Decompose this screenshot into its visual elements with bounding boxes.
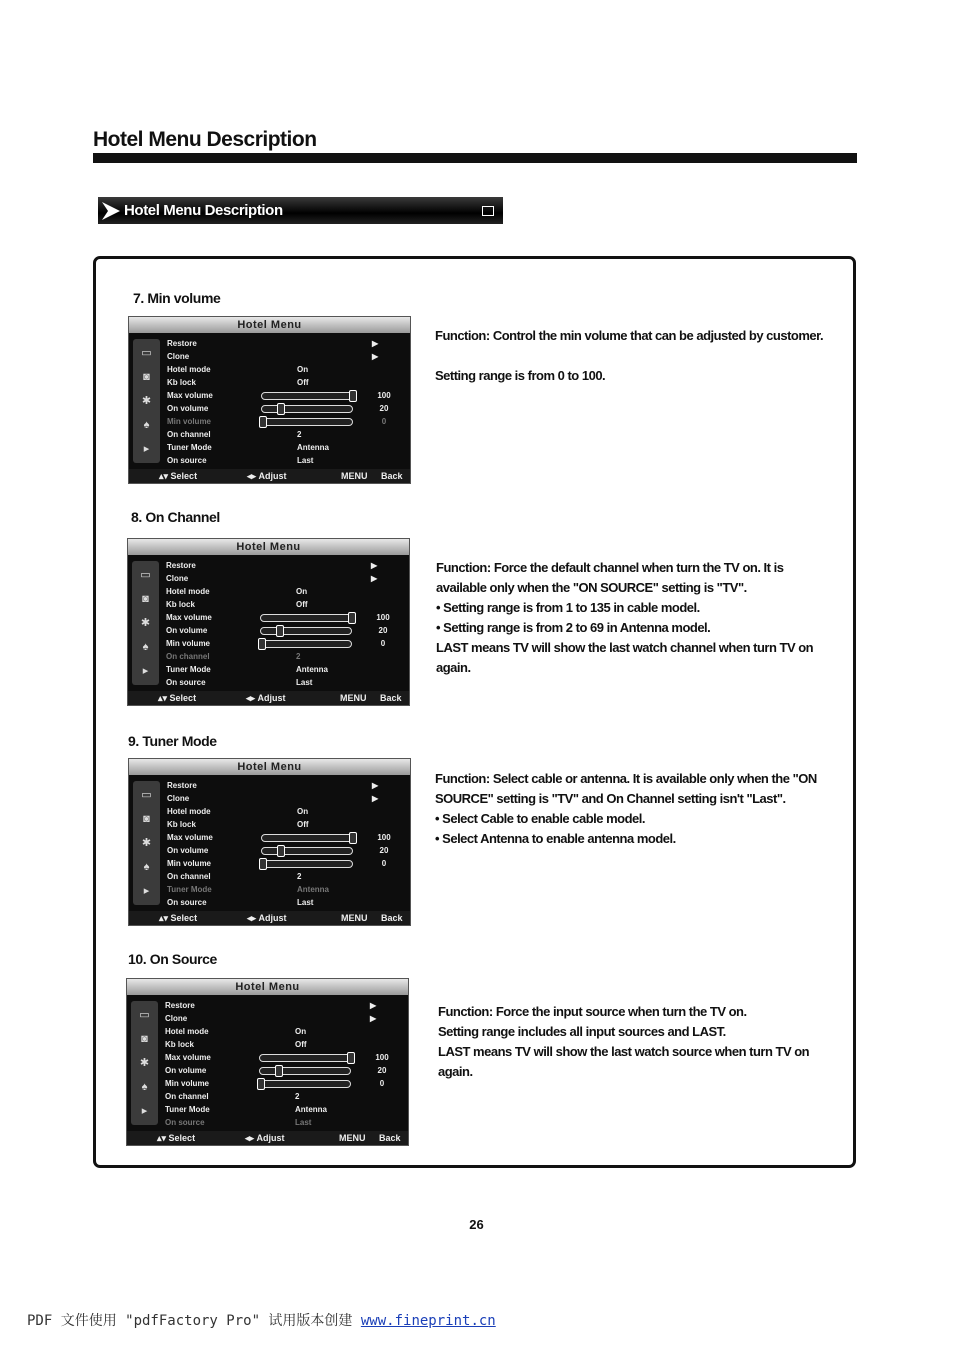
osd-row-label: On volume: [165, 1066, 207, 1075]
osd-row-label: Kb lock: [165, 1040, 194, 1049]
osd-row-value: Last: [295, 1118, 312, 1127]
hotel-menu-screenshot: [127, 538, 410, 706]
osd-row-label: Clone: [166, 574, 189, 583]
osd-row-label: Hotel mode: [167, 365, 211, 374]
osd-row-label: Max volume: [167, 833, 213, 842]
osd-row: [167, 350, 407, 363]
osd-row: [166, 650, 406, 663]
osd-row-number: 100: [375, 1053, 389, 1062]
osd-row-label: Tuner Mode: [167, 885, 212, 894]
item-description: [436, 558, 831, 678]
osd-row-value: Antenna: [295, 1105, 327, 1114]
osd-row: [165, 1064, 405, 1077]
osd-row: [167, 857, 407, 870]
osd-row: [165, 1012, 405, 1025]
tv-icon: ▭: [141, 347, 152, 359]
osd-row-number: 0: [380, 639, 386, 648]
osd-row-value: Last: [297, 898, 314, 907]
adjust-hint: ◂▸ Adjust: [247, 913, 287, 923]
osd-row-label: Max volume: [167, 391, 213, 400]
osd-row-label: Tuner Mode: [166, 665, 211, 674]
osd-footer: [128, 691, 409, 705]
osd-row-label: Kb lock: [166, 600, 195, 609]
osd-sidebar: [133, 339, 160, 463]
description-line: LAST means TV will show the last watch channel when turn TV on again.: [436, 640, 814, 675]
osd-row-label: Hotel mode: [167, 807, 211, 816]
osd-row: [166, 572, 406, 585]
arrow-right-icon: ▶: [370, 1001, 377, 1010]
tv-icon: ▭: [139, 1009, 150, 1021]
source-icon: ▸: [143, 885, 150, 897]
osd-row-label: Hotel mode: [165, 1027, 209, 1036]
arrow-right-icon: ▶: [371, 561, 378, 570]
osd-title: Hotel Menu: [129, 759, 410, 775]
osd-row-label: Max volume: [166, 613, 212, 622]
osd-row: [166, 611, 406, 624]
pdf-footer: [27, 1310, 496, 1330]
item-description: [435, 769, 830, 849]
arrow-right-icon: ▶: [372, 794, 379, 803]
osd-row-number: 0: [379, 1079, 385, 1088]
select-hint: ▴▾ Select: [159, 913, 198, 923]
osd-row-number: 100: [377, 391, 391, 400]
volume-slider: [259, 1067, 351, 1075]
select-hint: ▴▾ Select: [159, 471, 198, 481]
osd-row: [167, 831, 407, 844]
osd-row-label: Hotel mode: [166, 587, 210, 596]
source-icon: ▸: [142, 665, 149, 677]
osd-row: [165, 1025, 405, 1038]
osd-row: [165, 1090, 405, 1103]
settings-icon: ✱: [140, 617, 151, 629]
osd-row-number: 0: [381, 417, 387, 426]
description-line: Function: Select cable or antenna. It is available only when the "ON SOURCE" setting is "TV" and On Channel setting isn't "Last".: [435, 771, 817, 806]
osd-row-label: Min volume: [165, 1079, 210, 1088]
osd-row-value: Antenna: [297, 885, 329, 894]
description-line: • Setting range is from 1 to 135 in cable model.: [436, 600, 700, 615]
volume-slider: [261, 834, 353, 842]
lock-icon: ♠: [141, 1081, 148, 1093]
page-title: Hotel Menu Description: [93, 128, 317, 151]
section-banner: [98, 197, 503, 224]
item-title: 8. On Channel: [131, 509, 220, 525]
osd-row: [167, 441, 407, 454]
osd-row-number: 20: [379, 404, 389, 413]
osd-sidebar: [132, 561, 159, 685]
description-line: Setting range includes all input sources and LAST.: [438, 1024, 726, 1039]
osd-title: Hotel Menu: [129, 317, 410, 333]
osd-row-label: Min volume: [167, 417, 212, 426]
osd-row-label: On channel: [165, 1092, 209, 1101]
osd-row: [167, 337, 407, 350]
osd-row-value: 2: [295, 1092, 300, 1101]
osd-row-label: Clone: [167, 352, 190, 361]
osd-row-label: Restore: [167, 339, 197, 348]
settings-icon: ✱: [141, 837, 152, 849]
menu-hint: MENU: [339, 1133, 366, 1143]
osd-row: [167, 454, 407, 467]
source-icon: ▸: [141, 1105, 148, 1117]
osd-row: [167, 870, 407, 883]
footer-text: PDF 文件使用 "pdfFactory Pro" 试用版本创建: [27, 1313, 353, 1329]
osd-title: Hotel Menu: [128, 539, 409, 555]
osd-row-value: On: [297, 807, 309, 816]
picture-icon: ◙: [142, 593, 149, 605]
osd-footer: [127, 1131, 408, 1145]
tv-icon: ▭: [141, 789, 152, 801]
square-icon: [482, 206, 494, 216]
osd-row: [166, 663, 406, 676]
osd-row-label: On source: [165, 1118, 205, 1127]
description-line: LAST means TV will show the last watch source when turn TV on again.: [438, 1044, 810, 1079]
item-title: 9. Tuner Mode: [128, 733, 217, 749]
settings-icon: ✱: [139, 1057, 150, 1069]
osd-row: [167, 805, 407, 818]
osd-row: [165, 1077, 405, 1090]
osd-row-number: 20: [377, 1066, 387, 1075]
osd-row-value: Off: [295, 1040, 307, 1049]
osd-row: [165, 1103, 405, 1116]
osd-row-label: Min volume: [167, 859, 212, 868]
osd-row-label: On volume: [167, 846, 209, 855]
hotel-menu-screenshot: [126, 978, 409, 1146]
osd-sidebar: [131, 1001, 158, 1125]
description-line: • Setting range is from 2 to 69 in Antenna model.: [436, 620, 711, 635]
osd-row-label: On source: [166, 678, 206, 687]
picture-icon: ◙: [141, 1033, 148, 1045]
osd-row: [166, 585, 406, 598]
osd-row-label: Tuner Mode: [165, 1105, 210, 1114]
picture-icon: ◙: [143, 813, 150, 825]
osd-title: Hotel Menu: [127, 979, 408, 995]
osd-row-label: Kb lock: [167, 820, 196, 829]
osd-row-value: Antenna: [296, 665, 328, 674]
arrow-right-icon: ▶: [370, 1014, 377, 1023]
osd-row-label: On source: [167, 456, 207, 465]
back-hint: Back: [380, 693, 402, 703]
osd-row-label: On channel: [167, 430, 211, 439]
volume-slider: [260, 614, 352, 622]
volume-slider: [260, 640, 352, 648]
description-line: Function: Control the min volume that can be adjusted by customer.: [435, 328, 824, 343]
osd-row-label: On volume: [167, 404, 209, 413]
back-hint: Back: [381, 913, 403, 923]
page-number: 26: [469, 1217, 484, 1232]
source-icon: ▸: [143, 443, 150, 455]
osd-row: [167, 883, 407, 896]
osd-row: [167, 792, 407, 805]
volume-slider: [261, 860, 353, 868]
settings-icon: ✱: [141, 395, 152, 407]
osd-row: [166, 598, 406, 611]
banner-label: Hotel Menu Description: [124, 202, 283, 219]
description-line: Setting range is from 0 to 100.: [435, 368, 606, 383]
volume-slider: [261, 418, 353, 426]
osd-row-label: Clone: [165, 1014, 188, 1023]
lock-icon: ♠: [142, 641, 149, 653]
osd-row-label: Restore: [167, 781, 197, 790]
back-hint: Back: [379, 1133, 401, 1143]
osd-row: [167, 415, 407, 428]
osd-sidebar: [133, 781, 160, 905]
volume-slider: [261, 847, 353, 855]
description-line: [435, 346, 830, 366]
osd-row: [165, 1116, 405, 1129]
osd-row-label: On source: [167, 898, 207, 907]
item-description: [438, 1002, 833, 1082]
osd-footer: [129, 469, 410, 483]
osd-row: [167, 779, 407, 792]
osd-row: [167, 896, 407, 909]
hotel-menu-screenshot: [128, 758, 411, 926]
osd-row: [165, 1051, 405, 1064]
item-title: 10. On Source: [128, 951, 217, 967]
arrow-right-icon: ▶: [372, 339, 379, 348]
osd-row-label: Min volume: [166, 639, 211, 648]
osd-row: [165, 999, 405, 1012]
menu-hint: MENU: [341, 913, 368, 923]
select-hint: ▴▾ Select: [157, 1133, 196, 1143]
description-line: • Select Cable to enable cable model.: [435, 811, 646, 826]
arrow-right-icon: ▶: [371, 574, 378, 583]
osd-row: [167, 376, 407, 389]
tv-icon: ▭: [140, 569, 151, 581]
osd-row-label: Tuner Mode: [167, 443, 212, 452]
osd-row-number: 100: [377, 833, 391, 842]
osd-row-label: Kb lock: [167, 378, 196, 387]
adjust-hint: ◂▸ Adjust: [245, 1133, 285, 1143]
adjust-hint: ◂▸ Adjust: [246, 693, 286, 703]
osd-row: [167, 363, 407, 376]
osd-row: [165, 1038, 405, 1051]
osd-row-value: 2: [296, 652, 301, 661]
osd-row-label: Restore: [166, 561, 196, 570]
osd-row-label: On volume: [166, 626, 208, 635]
osd-row-value: On: [296, 587, 308, 596]
osd-row-label: Max volume: [165, 1053, 211, 1062]
osd-row-value: Antenna: [297, 443, 329, 452]
osd-row-value: 2: [297, 430, 302, 439]
volume-slider: [259, 1054, 351, 1062]
osd-row-value: On: [295, 1027, 307, 1036]
adjust-hint: ◂▸ Adjust: [247, 471, 287, 481]
osd-row-value: 2: [297, 872, 302, 881]
back-hint: Back: [381, 471, 403, 481]
menu-hint: MENU: [340, 693, 367, 703]
osd-row-value: Off: [296, 600, 308, 609]
osd-row-label: On channel: [167, 872, 211, 881]
arrow-right-icon: ▶: [372, 781, 379, 790]
osd-row: [166, 676, 406, 689]
lock-icon: ♠: [143, 419, 150, 431]
osd-row: [167, 402, 407, 415]
description-line: Function: Force the input source when turn the TV on.: [438, 1004, 747, 1019]
description-line: Function: Force the default channel when turn the TV on. It is available only when the "ON SOURCE" setting is "TV".: [436, 560, 784, 595]
osd-row: [166, 559, 406, 572]
osd-row: [167, 428, 407, 441]
select-hint: ▴▾ Select: [158, 693, 197, 703]
osd-row-number: 20: [379, 846, 389, 855]
osd-row-number: 100: [376, 613, 390, 622]
osd-footer: [129, 911, 410, 925]
chevron-right-icon: [98, 197, 124, 224]
osd-row: [167, 818, 407, 831]
osd-row-value: On: [297, 365, 309, 374]
osd-row: [166, 624, 406, 637]
item-description: [435, 326, 830, 386]
volume-slider: [260, 627, 352, 635]
item-title: 7. Min volume: [133, 290, 221, 306]
osd-row: [167, 844, 407, 857]
lock-icon: ♠: [143, 861, 150, 873]
osd-row-value: Last: [297, 456, 314, 465]
title-rule: [93, 153, 857, 163]
volume-slider: [261, 392, 353, 400]
osd-row-label: On channel: [166, 652, 210, 661]
osd-row-label: Clone: [167, 794, 190, 803]
osd-row: [166, 637, 406, 650]
picture-icon: ◙: [143, 371, 150, 383]
osd-row-number: 0: [381, 859, 387, 868]
osd-row-number: 20: [378, 626, 388, 635]
volume-slider: [261, 405, 353, 413]
osd-row-label: Restore: [165, 1001, 195, 1010]
hotel-menu-screenshot: [128, 316, 411, 484]
osd-row-value: Off: [297, 820, 309, 829]
arrow-right-icon: ▶: [372, 352, 379, 361]
description-line: • Select Antenna to enable antenna model.: [435, 831, 676, 846]
osd-row-value: Off: [297, 378, 309, 387]
footer-link[interactable]: www.fineprint.cn: [360, 1313, 496, 1329]
osd-row: [167, 389, 407, 402]
volume-slider: [259, 1080, 351, 1088]
osd-row-value: Last: [296, 678, 313, 687]
menu-hint: MENU: [341, 471, 368, 481]
